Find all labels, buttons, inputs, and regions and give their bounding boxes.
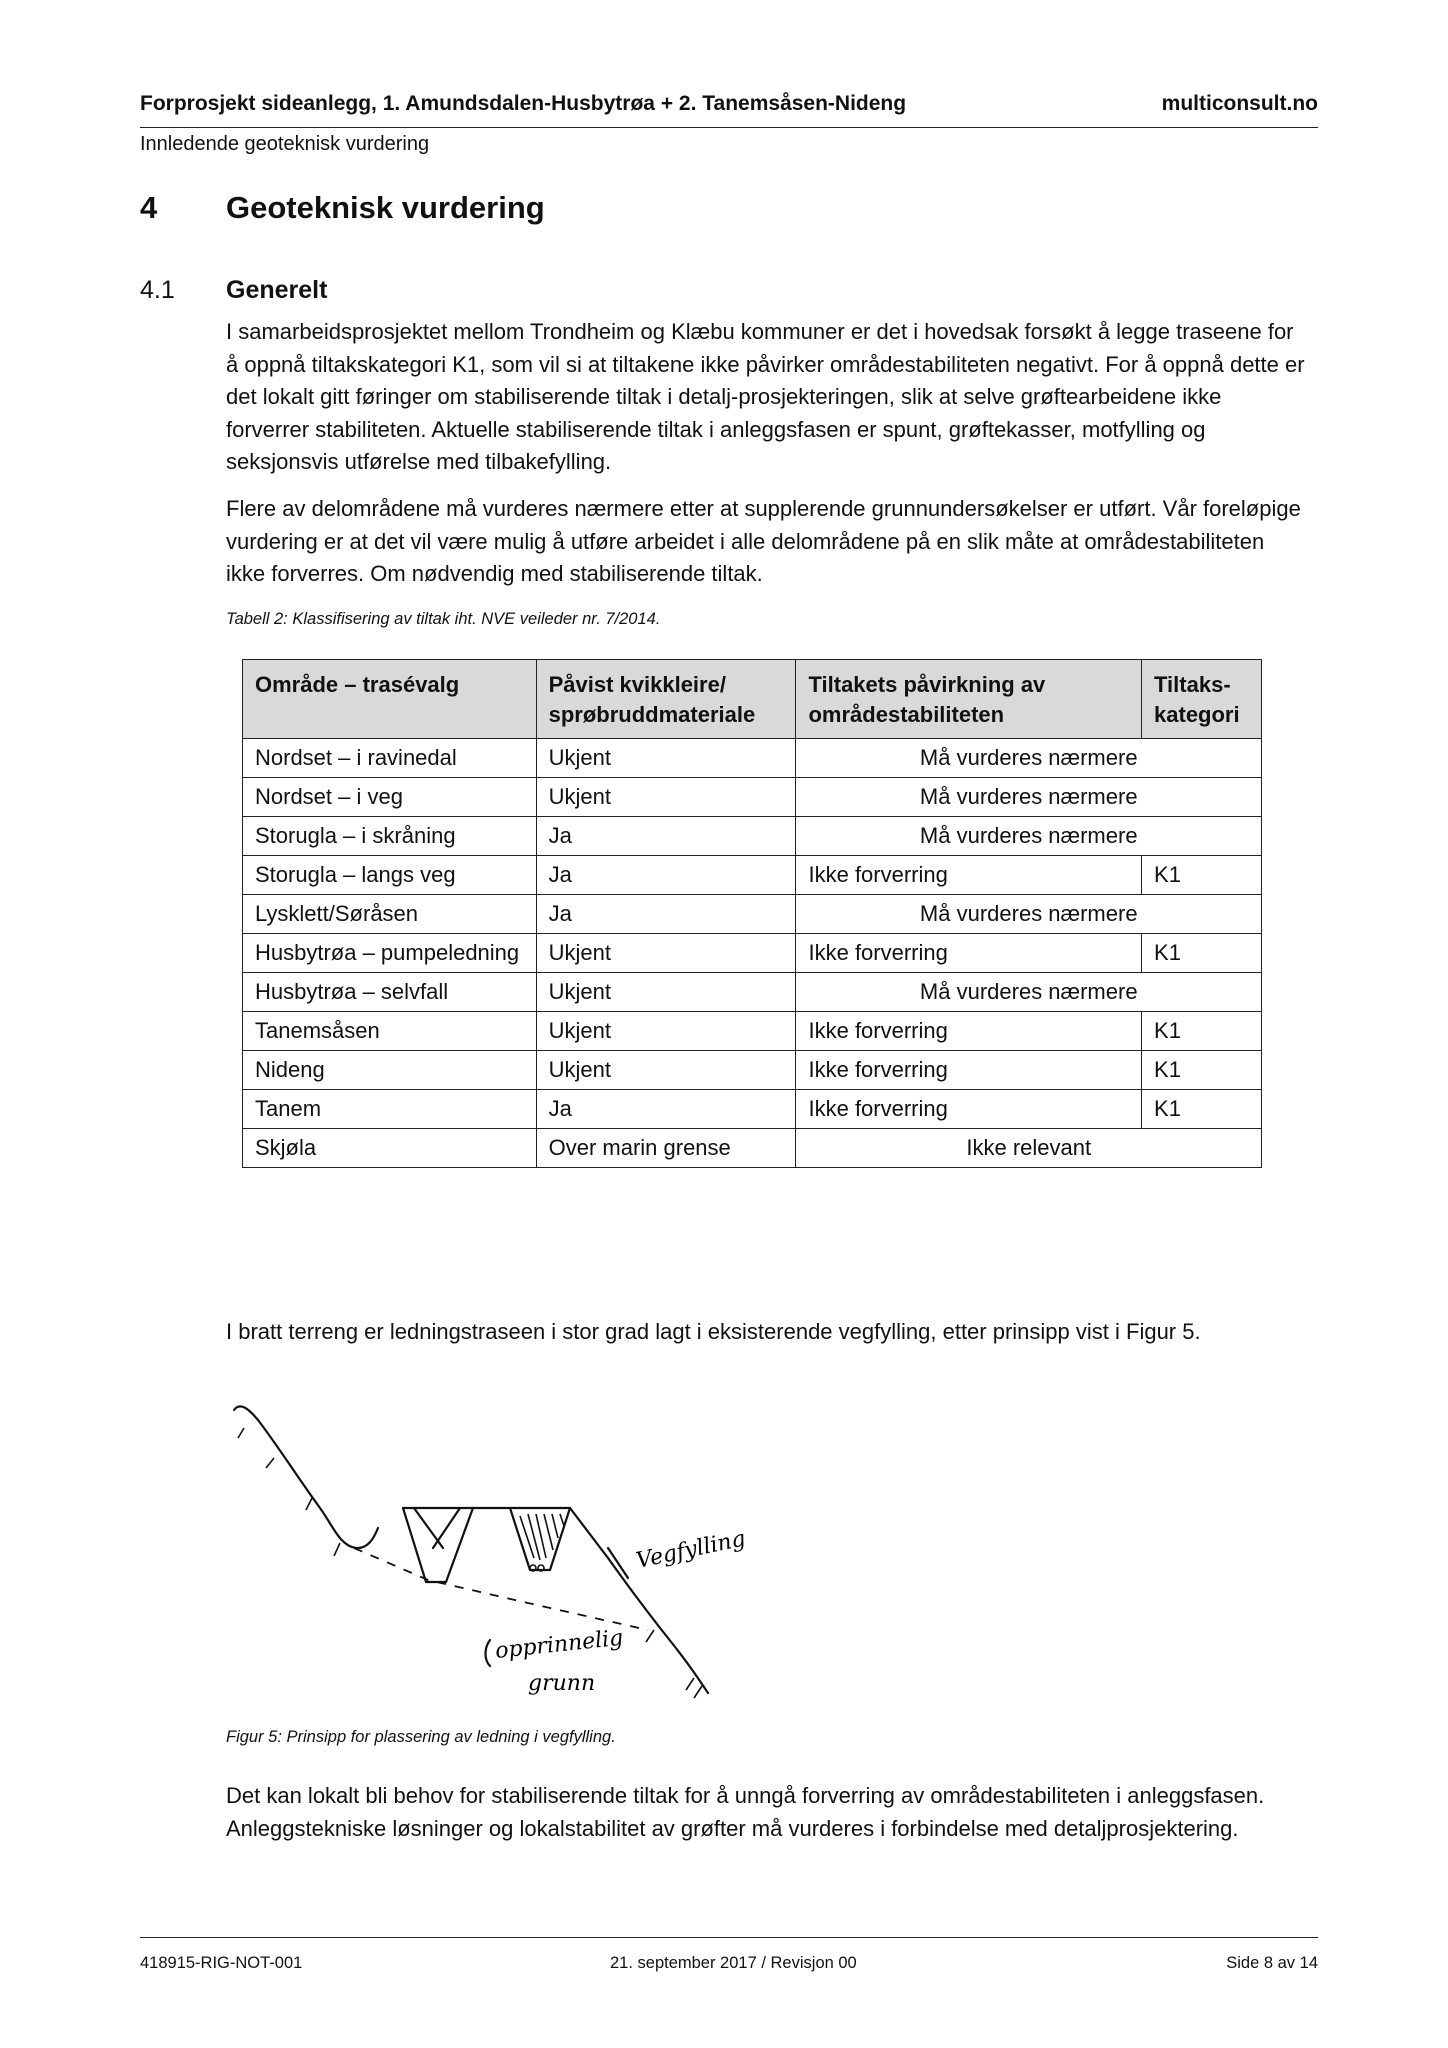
- cell-area: Husbytrøa – selvfall: [243, 973, 537, 1012]
- table-row: [243, 973, 1262, 1012]
- table-row: [243, 1012, 1262, 1051]
- paragraph-3: I bratt terreng er ledningstraseen i stor grad lagt i eksisterende vegfylling, etter prinsipp vist i Figur 5.: [226, 1319, 1201, 1344]
- right-fill-slope: [570, 1508, 708, 1693]
- cell-quick-clay: Ukjent: [536, 973, 796, 1012]
- classification-table: [242, 659, 1262, 1168]
- cell-category: K1: [1142, 1012, 1262, 1051]
- cell-area: Husbytrøa – pumpeledning: [243, 934, 537, 973]
- cell-category: K1: [1142, 934, 1262, 973]
- left-trench: [403, 1508, 473, 1582]
- cell-area: Storugla – langs veg: [243, 856, 537, 895]
- cell-area: Tanem: [243, 1090, 537, 1129]
- footer-doc-id: 418915-RIG-NOT-001: [140, 1954, 303, 1972]
- header-quick-clay: Påvist kvikkleire/ sprøbruddmateriale: [536, 660, 796, 739]
- cell-area: Tanemsåsen: [243, 1012, 537, 1051]
- label-vegfylling: Vegfylling: [634, 1526, 748, 1574]
- cell-quick-clay: Ja: [536, 856, 796, 895]
- cell-area: Nordset – i veg: [243, 778, 537, 817]
- cell-quick-clay: Ja: [536, 817, 796, 856]
- figure-caption: Figur 5: Prinsipp for plassering av ledning i vegfylling.: [226, 1728, 616, 1746]
- table-caption: Tabell 2: Klassifisering av tiltak iht. NVE veileder nr. 7/2014.: [226, 610, 661, 628]
- cell-impact: Ikke relevant: [796, 1129, 1262, 1168]
- cell-category: K1: [1142, 1090, 1262, 1129]
- cell-impact: Må vurderes nærmere: [796, 739, 1262, 778]
- cell-impact: Må vurderes nærmere: [796, 817, 1262, 856]
- section-title: Geoteknisk vurdering: [226, 190, 545, 225]
- section-number: 4: [140, 190, 158, 225]
- cell-quick-clay: Ja: [536, 895, 796, 934]
- cell-area: Lysklett/Søråsen: [243, 895, 537, 934]
- cell-quick-clay: Ukjent: [536, 778, 796, 817]
- cell-area: Skjøla: [243, 1129, 537, 1168]
- subsection-title: Generelt: [226, 276, 328, 304]
- header-title: Forprosjekt sideanlegg, 1. Amundsdalen-Husbytrøa + 2. Tanemsåsen-Nideng: [140, 92, 907, 115]
- left-slope: [234, 1406, 378, 1548]
- header-area: Område – trasévalg: [243, 660, 537, 739]
- cell-category: K1: [1142, 1051, 1262, 1090]
- table-row: [243, 1051, 1262, 1090]
- cell-impact: Ikke forverring: [796, 856, 1142, 895]
- header-impact: Tiltakets påvirkning av områdestabiliteten: [796, 660, 1142, 739]
- cell-impact: Ikke forverring: [796, 1090, 1142, 1129]
- table-row: [243, 934, 1262, 973]
- cell-impact: Må vurderes nærmere: [796, 973, 1262, 1012]
- cell-impact: Må vurderes nærmere: [796, 895, 1262, 934]
- header-site: multiconsult.no: [1161, 92, 1318, 115]
- cell-quick-clay: Ukjent: [536, 1051, 796, 1090]
- cell-quick-clay: Ukjent: [536, 739, 796, 778]
- paragraph-1: I samarbeidsprosjektet mellom Trondheim og Klæbu kommuner er det i hovedsak forsøkt å legge traseene for å oppnå tiltakskategori K1, som vil si at tiltakene ikke påvirker områdestabiliteten negativt. For å oppnå dette er det lokalt gitt føringer om stabiliserende tiltak i detalj-prosjekteringen, slik at selve grøftearbeidene ikke forverrer stabiliteten. Aktuelle stabiliserende tiltak i anleggsfasen er spunt, grøftekasser, motfylling og seksjonsvis utførelse med tilbakefylling.: [226, 319, 1305, 474]
- cell-area: Nideng: [243, 1051, 537, 1090]
- cell-impact: Ikke forverring: [796, 1012, 1142, 1051]
- label-grunn: grunn: [528, 1671, 596, 1696]
- paragraph-2: Flere av delområdene må vurderes nærmere etter at supplerende grunnundersøkelser er utført. Vår foreløpige vurdering er at det vil være mulig å utføre arbeidet i alle delområdene på en slik måte at områdestabiliteten ikke forverres. Om nødvendig med stabiliserende tiltak.: [226, 496, 1301, 586]
- footer-divider: [140, 1937, 1318, 1938]
- header-subtitle: Innledende geoteknisk vurdering: [140, 133, 430, 155]
- header-divider: [140, 127, 1318, 128]
- label-opprinnelig: opprinnelig: [494, 1625, 625, 1664]
- header-category: Tiltaks-kategori: [1142, 660, 1262, 739]
- table-body: [243, 739, 1262, 1168]
- cell-category: K1: [1142, 856, 1262, 895]
- cell-impact: Ikke forverring: [796, 934, 1142, 973]
- cell-quick-clay: Ukjent: [536, 934, 796, 973]
- cell-quick-clay: Over marin grense: [536, 1129, 796, 1168]
- subsection-number: 4.1: [140, 276, 175, 304]
- original-ground-line: [354, 1548, 648, 1630]
- footer-page-number: Side 8 av 14: [1226, 1954, 1318, 1972]
- table-row: [243, 856, 1262, 895]
- table-row: [243, 778, 1262, 817]
- table-header-row: [243, 660, 1262, 739]
- left-trench-x2: [433, 1508, 460, 1548]
- table-row: [243, 739, 1262, 778]
- cell-impact: Må vurderes nærmere: [796, 778, 1262, 817]
- table-row: [243, 817, 1262, 856]
- paragraph-4: Det kan lokalt bli behov for stabiliserende tiltak for å unngå forverring av områdestabiliteten i anleggsfasen. Anleggstekniske løsninger og lokalstabilitet av grøfter må vurderes i forbindelse med detaljprosjektering.: [226, 1783, 1265, 1841]
- road-fill-sketch: [228, 1398, 748, 1718]
- cell-impact: Ikke forverring: [796, 1051, 1142, 1090]
- cell-quick-clay: Ukjent: [536, 1012, 796, 1051]
- cell-quick-clay: Ja: [536, 1090, 796, 1129]
- cell-area: Nordset – i ravinedal: [243, 739, 537, 778]
- left-trench-x1: [414, 1508, 443, 1548]
- table-row: [243, 1090, 1262, 1129]
- table-row: [243, 895, 1262, 934]
- footer-date-revision: 21. september 2017 / Revisjon 00: [610, 1954, 857, 1972]
- cell-area: Storugla – i skråning: [243, 817, 537, 856]
- ground-label-bracket: [486, 1640, 491, 1666]
- table-row: [243, 1129, 1262, 1168]
